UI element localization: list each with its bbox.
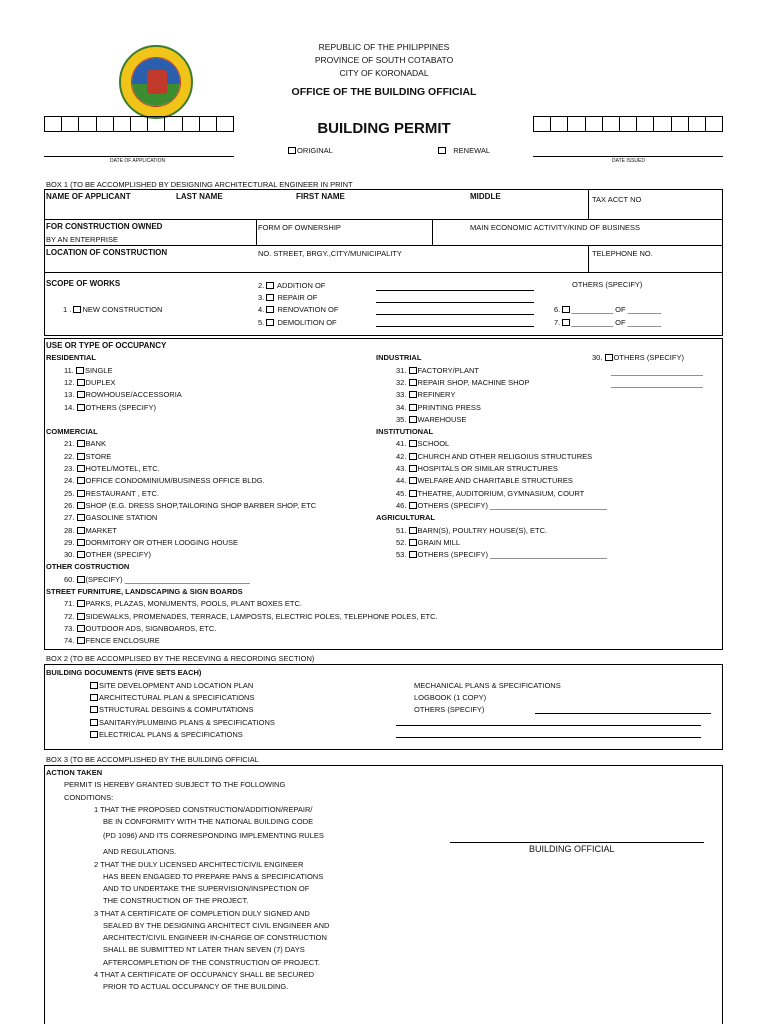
institutional-heading: INSTITUTIONAL <box>376 427 434 436</box>
condition-line: AND REGULATIONS. <box>103 847 177 856</box>
form-ownership-label: FORM OF OWNERSHIP <box>258 223 341 232</box>
occupancy-checkbox[interactable] <box>77 440 85 447</box>
renewal-checkbox[interactable] <box>438 147 446 154</box>
header-province: PROVINCE OF SOUTH COTABATO <box>314 55 454 65</box>
occupancy-checkbox[interactable] <box>409 477 417 484</box>
action-taken-heading: ACTION TAKEN <box>46 768 103 777</box>
occupancy-checkbox[interactable] <box>409 465 417 472</box>
document-item[interactable]: SANITARY/PLUMBING PLANS & SPECIFICATIONS <box>90 718 275 727</box>
occupancy-checkbox[interactable] <box>77 637 85 644</box>
scope-checkbox[interactable] <box>266 282 274 289</box>
condition-line: CONDITIONS: <box>64 793 114 802</box>
occupancy-checkbox[interactable] <box>77 539 85 546</box>
box2-caption: BOX 2 (TO BE ACCOMPLISED BY THE RECEVING & RECORDING SECTION) <box>46 654 315 663</box>
document-checkbox[interactable] <box>90 719 98 726</box>
occupancy-item[interactable]: 28. MARKET <box>64 526 117 535</box>
occupancy-checkbox[interactable] <box>76 367 84 374</box>
middle-label: MIDDLE <box>470 192 501 201</box>
document-item[interactable]: ELECTRICAL PLANS & SPECIFICATIONS <box>90 730 243 739</box>
occupancy-checkbox[interactable] <box>77 576 85 583</box>
original-label: ORIGINAL <box>297 146 333 155</box>
condition-line: AFTERCOMPLETION OF THE CONSTRUCTION OF PROJECT. <box>103 958 320 967</box>
building-documents-heading: BUILDING DOCUMENTS (FIVE SETS EACH) <box>46 668 202 677</box>
condition-line: 1 THAT THE PROPOSED CONSTRUCTION/ADDITION/REPAIR/ <box>94 805 313 814</box>
occupancy-item[interactable]: 33. REFINERY <box>396 390 456 399</box>
logbook-label: LOGBOOK (1 COPY) <box>414 693 487 702</box>
industrial-heading: INDUSTRIAL <box>376 353 422 362</box>
box3-caption: BOX 3 (TO BE ACCOMPLISHED BY THE BUILDING OFFICIAL <box>46 755 259 764</box>
scope-item[interactable]: 2. ADDITION OF <box>258 281 326 290</box>
date-issued-label: DATE ISSUED <box>612 158 645 164</box>
address-label: NO. STREET, BRGY.,CITY/MUNICIPALITY <box>258 249 402 258</box>
document-checkbox[interactable] <box>90 731 98 738</box>
occupancy-checkbox[interactable] <box>77 391 85 398</box>
header-office: OFFICE OF THE BUILDING OFFICIAL <box>291 86 477 98</box>
document-checkbox[interactable] <box>90 706 98 713</box>
condition-line: HAS BEEN ENGAGED TO PREPARE PANS & SPECIFICATIONS <box>103 872 324 881</box>
condition-line: ARCHITECT/CIVIL ENGINEER IN-CHARGE OF CONSTRUCTION <box>103 933 327 942</box>
scope-checkbox[interactable] <box>562 306 570 313</box>
renewal-label: RENEWAL <box>453 146 491 155</box>
occupancy-checkbox[interactable] <box>77 600 85 607</box>
occupancy-checkbox[interactable] <box>77 625 85 632</box>
residential-heading: RESIDENTIAL <box>46 353 97 362</box>
occupancy-item[interactable]: 42. CHURCH AND OTHER RELIGOIUS STRUCTURES <box>396 452 593 461</box>
occupancy-item[interactable]: 41. SCHOOL <box>396 439 450 448</box>
occupancy-item[interactable]: 13. ROWHOUSE/ACCESSORIA <box>64 390 182 399</box>
permit-number-cells[interactable] <box>533 116 723 132</box>
occupancy-checkbox[interactable] <box>409 404 417 411</box>
construction-owned-label: FOR CONSTRUCTION OWNED <box>46 222 163 231</box>
document-checkbox[interactable] <box>90 682 98 689</box>
street-furniture-heading: STREET FURNITURE, LANDSCAPING & SIGN BOARDS <box>46 587 243 596</box>
occupancy-checkbox[interactable] <box>409 379 417 386</box>
occupancy-checkbox[interactable] <box>409 416 417 423</box>
commercial-heading: COMMERCIAL <box>46 427 98 436</box>
date-issued-line[interactable] <box>533 156 723 157</box>
occupancy-checkbox[interactable] <box>77 527 85 534</box>
application-number-cells[interactable] <box>44 116 234 132</box>
occupancy-checkbox[interactable] <box>77 613 85 620</box>
occupancy-checkbox[interactable] <box>409 367 417 374</box>
occupancy-item[interactable]: 24. OFFICE CONDOMINIUM/BUSINESS OFFICE BLDG. <box>64 476 265 485</box>
tax-acct-label: TAX ACCT NO <box>592 195 642 204</box>
document-item[interactable]: ARCHITECTURAL PLAN & SPECIFICATIONS <box>90 693 254 702</box>
occupancy-item[interactable]: 71. PARKS, PLAZAS, MONUMENTS, POOLS, PLANT BOXES ETC. <box>64 599 302 608</box>
occupancy-item[interactable]: 32. REPAIR SHOP, MACHINE SHOP <box>396 378 530 387</box>
others-specify-label: OTHERS (SPECIFY) <box>414 705 485 714</box>
occupancy-item[interactable]: 44. WELFARE AND CHARITABLE STRUCTURES <box>396 476 573 485</box>
occupancy-checkbox[interactable] <box>77 465 85 472</box>
scope-item[interactable]: 3. REPAIR OF <box>258 293 318 302</box>
occupancy-item[interactable]: 25. RESTAURANT , ETC. <box>64 489 160 498</box>
occupancy-item[interactable]: 72. SIDEWALKS, PROMENADES, TERRACE, LAMPOSTS, ELECTRIC POLES, TELEPHONE POLES, ETC. <box>64 612 438 621</box>
occupancy-item[interactable]: 45. THEATRE, AUDITORIUM, GYMNASIUM, COURT <box>396 489 585 498</box>
occupancy-checkbox[interactable] <box>77 551 85 558</box>
occupancy-item[interactable]: 30. OTHER (SPECIFY) <box>64 550 151 559</box>
occupancy-checkbox[interactable] <box>77 379 85 386</box>
telephone-label: TELEPHONE NO. <box>592 249 653 258</box>
occupancy-checkbox[interactable] <box>409 440 417 447</box>
occupancy-item[interactable]: 29. DORMITORY OR OTHER LODGING HOUSE <box>64 538 239 547</box>
new-construction-num: 1 . <box>63 305 72 314</box>
renewal-option[interactable] <box>438 146 490 155</box>
occupancy-checkbox[interactable] <box>409 490 417 497</box>
occupancy-checkbox[interactable] <box>409 551 417 558</box>
original-option[interactable] <box>288 146 333 155</box>
scope-checkbox[interactable] <box>266 294 274 301</box>
occupancy-checkbox[interactable] <box>409 391 417 398</box>
page-title: BUILDING PERMIT <box>317 120 451 137</box>
occupancy-checkbox[interactable] <box>409 502 417 509</box>
occupancy-checkbox[interactable] <box>77 490 85 497</box>
occupancy-checkbox[interactable] <box>409 453 417 460</box>
condition-line: PERMIT IS HEREBY GRANTED SUBJECT TO THE FOLLOWING <box>64 780 286 789</box>
occupancy-item[interactable]: 53. OTHERS (SPECIFY) ____________________________ <box>396 550 607 559</box>
occupancy-item[interactable]: 51. BARN(S), POULTRY HOUSE(S), ETC. <box>396 526 548 535</box>
occupancy-item[interactable]: 74. FENCE ENCLOSURE <box>64 636 160 645</box>
others-specify-line[interactable] <box>396 725 701 726</box>
document-item[interactable]: SITE DEVELOPMENT AND LOCATION PLAN <box>90 681 253 690</box>
scope-checkbox[interactable] <box>266 306 274 313</box>
occupancy-item[interactable]: 43. HOSPITALS OR SIMILAR STRUCTURES <box>396 464 558 473</box>
occupancy-item[interactable]: 22. STORE <box>64 452 112 461</box>
location-label: LOCATION OF CONSTRUCTION <box>46 248 168 257</box>
condition-line: 2 THAT THE DULY LICENSED ARCHITECT/CIVIL ENGINEER <box>94 860 304 869</box>
by-enterprise-label: BY AN ENTERPRISE <box>46 235 118 244</box>
new-construction-option[interactable] <box>63 305 162 314</box>
condition-line: PRIOR TO ACTUAL OCCUPANCY OF THE BUILDING. <box>103 982 289 991</box>
scope-item[interactable]: 5. DEMOLITION OF <box>258 318 337 327</box>
condition-line: SEALED BY THE DESIGNING ARCHITECT CIVIL ENGINEER AND <box>103 921 330 930</box>
document-checkbox[interactable] <box>90 694 98 701</box>
occupancy-checkbox[interactable] <box>77 514 85 521</box>
last-name-label: LAST NAME <box>176 192 223 201</box>
scope-checkbox[interactable] <box>266 319 274 326</box>
building-official-signature-line[interactable] <box>450 842 704 843</box>
occupancy-checkbox[interactable] <box>77 477 85 484</box>
occupancy-item[interactable]: 31. FACTORY/PLANT <box>396 366 479 375</box>
condition-line: (PD 1096) AND ITS CORRESPONDING IMPLEMENTING RULES <box>103 831 324 840</box>
others30-line[interactable]: ______________________ <box>611 379 703 388</box>
occupancy-item[interactable]: 34. PRINTING PRESS <box>396 403 481 412</box>
agricultural-heading: AGRICULTURAL <box>376 513 436 522</box>
condition-line: SHALL BE SUBMITTED NT LATER THAN SEVEN (7) DAYS <box>103 945 305 954</box>
scope-checkbox[interactable] <box>562 319 570 326</box>
occupancy-item[interactable]: 35. WAREHOUSE <box>396 415 467 424</box>
scope-item-6[interactable]: 6. __________ OF ________ <box>554 305 662 314</box>
occupancy-checkbox[interactable] <box>409 527 417 534</box>
occupancy-checkbox[interactable] <box>77 453 85 460</box>
scope-label: SCOPE OF WORKS <box>46 279 121 288</box>
occupancy-item[interactable]: 60. (SPECIFY) ______________________________ <box>64 575 250 584</box>
occupancy-item[interactable]: 26. SHOP (E.G. DRESS SHOP,TAILORING SHOP BARBER SHOP, ETC <box>64 501 317 510</box>
occupancy-heading: USE OR TYPE OF OCCUPANCY <box>46 341 167 350</box>
name-of-applicant-label: NAME OF APPLICANT <box>46 192 131 201</box>
occupancy-checkbox[interactable] <box>77 404 85 411</box>
building-official-label: BUILDING OFFICIAL <box>529 844 615 854</box>
occupancy-item[interactable]: 23. HOTEL/MOTEL, ETC. <box>64 464 160 473</box>
scope-item-7[interactable]: 7. __________ OF ________ <box>554 318 662 327</box>
box1-caption: BOX 1 (TO BE ACCOMPLISHED BY DESIGNING ARCHITECTURAL ENGINEER IN PRINT <box>46 180 353 189</box>
occupancy-item[interactable]: 14. OTHERS (SPECIFY) <box>64 403 156 412</box>
occupancy-item[interactable]: 21. BANK <box>64 439 106 448</box>
occupancy-item[interactable]: 27. GASOLINE STATION <box>64 513 158 522</box>
original-checkbox[interactable] <box>288 147 296 154</box>
occupancy-item[interactable]: 52. GRAIN MILL <box>396 538 461 547</box>
occupancy-checkbox[interactable] <box>605 354 613 361</box>
date-application-label: DATE OF APPLICATION <box>110 158 166 164</box>
new-construction-checkbox[interactable] <box>73 306 81 313</box>
scope-item[interactable]: 4. RENOVATION OF <box>258 305 339 314</box>
scope-others-label: OTHERS (SPECIFY) <box>572 280 643 289</box>
new-construction-label: NEW CONSTRUCTION <box>82 305 163 314</box>
header-city: CITY OF KORONADAL <box>339 68 429 78</box>
condition-line: BE IN CONFORMITY WITH THE NATIONAL BUILDING CODE <box>103 817 314 826</box>
others-specify-line[interactable] <box>535 713 711 714</box>
date-application-line[interactable] <box>44 156 234 157</box>
condition-line: AND TO UNDERTAKE THE SUPERVISION/INSPECTION OF <box>103 884 310 893</box>
other-construction-heading: OTHER COSTRUCTION <box>46 562 130 571</box>
occupancy-checkbox[interactable] <box>409 539 417 546</box>
occupancy-item[interactable]: 30. OTHERS (SPECIFY) <box>592 353 684 362</box>
occupancy-item[interactable]: 46. OTHERS (SPECIFY) ____________________________ <box>396 501 607 510</box>
first-name-label: FIRST NAME <box>296 192 345 201</box>
document-item[interactable]: STRUCTURAL DESGINS & COMPUTATIONS <box>90 705 253 714</box>
economic-activity-label: MAIN ECONOMIC ACTIVITY/KIND OF BUSINESS <box>470 223 641 232</box>
condition-line: 4 THAT A CERTIFICATE OF OCCUPANCY SHALL BE SECURED <box>94 970 315 979</box>
occupancy-item[interactable]: 12. DUPLEX <box>64 378 116 387</box>
occupancy-item[interactable]: 73. OUTDOOR ADS, SIGNBOARDS, ETC. <box>64 624 217 633</box>
mechanical-plans-label: MECHANICAL PLANS & SPECIFICATIONS <box>414 681 561 690</box>
occupancy-item[interactable]: 11. SINGLE <box>64 366 113 375</box>
others-specify-line[interactable] <box>396 737 701 738</box>
condition-line: 3 THAT A CERTIFICATE OF COMPLETION DULY SIGNED AND <box>94 909 310 918</box>
occupancy-checkbox[interactable] <box>77 502 85 509</box>
others30-line[interactable]: ______________________ <box>611 367 703 376</box>
condition-line: THE CONSTRUCTION OF THE PROJECT. <box>103 896 249 905</box>
header-republic: REPUBLIC OF THE PHILIPPINES <box>318 42 450 52</box>
